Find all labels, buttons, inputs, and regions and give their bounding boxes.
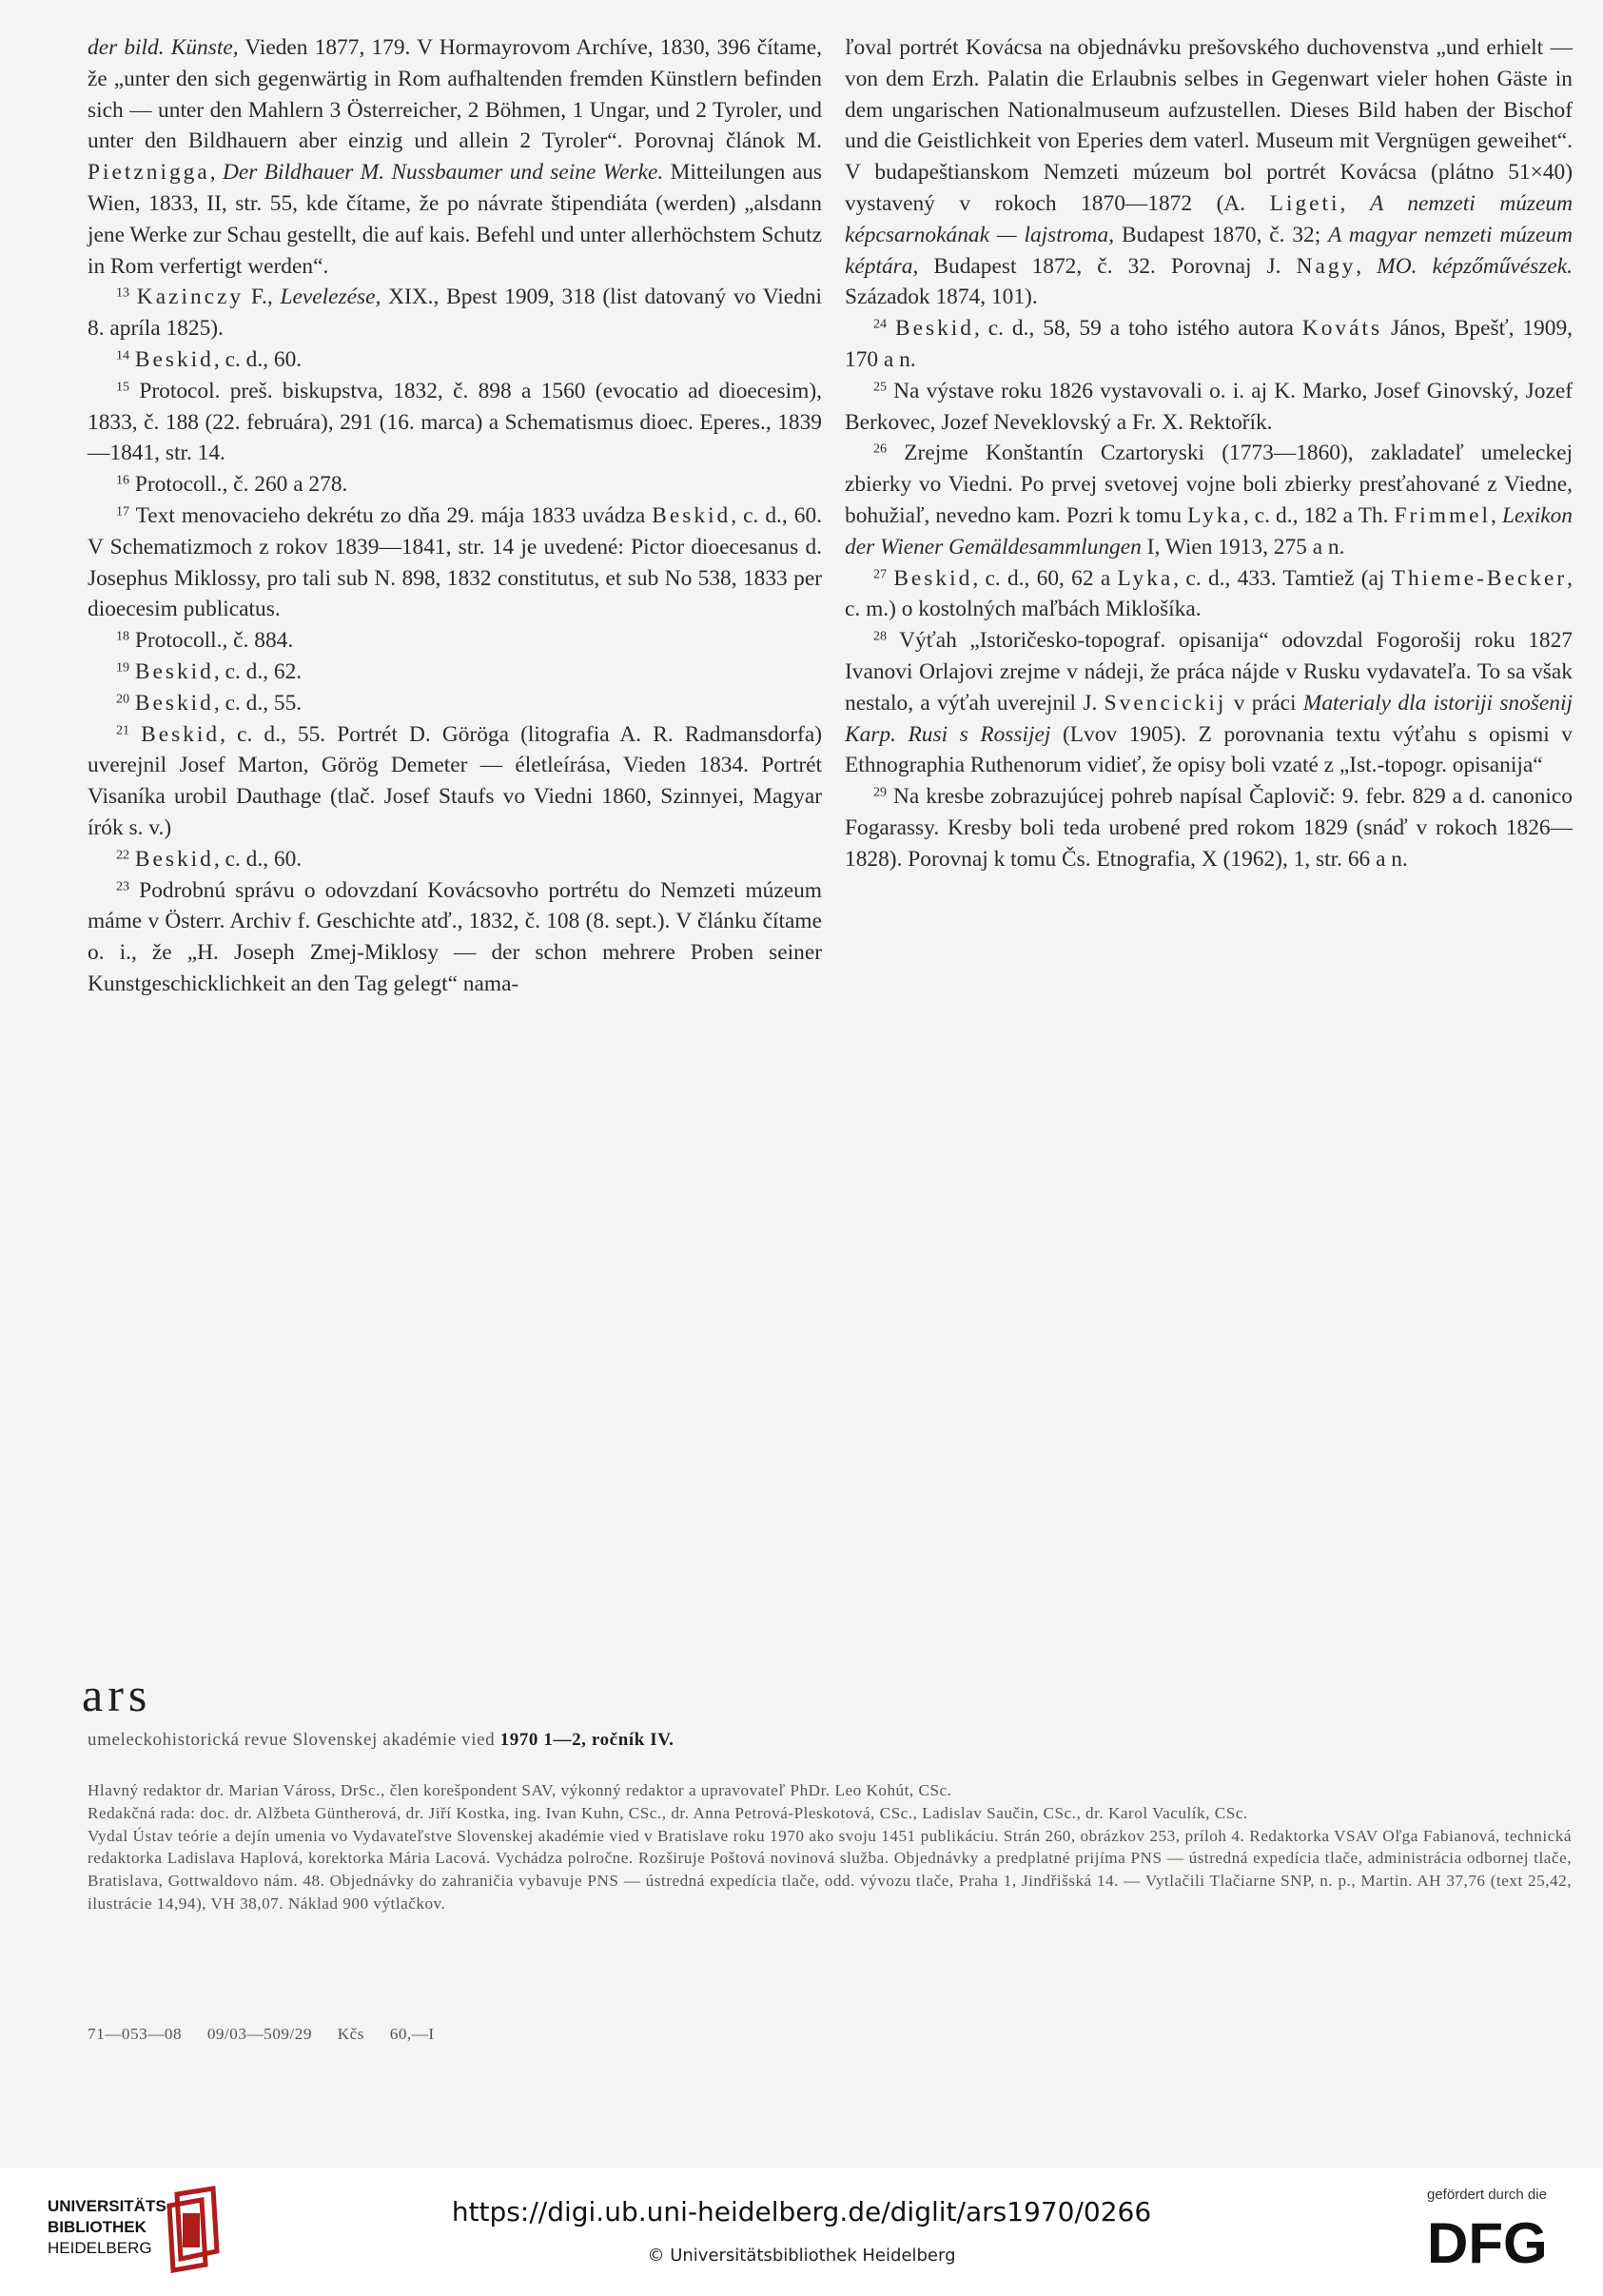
footnote: $^{24}$ Beskid, c. d., 58, 59 a toho istého autora Kováts János, Bpešť, 1909, 170 a n. — [845, 316, 1573, 372]
footnote: $^{15}$ Protocol. preš. biskupstva, 1832, č. 898 a 1560 (evocatio ad dioecesim), 1833, č. 188 (22. februára), 291 (16. marca) a Schematismus dioec. Eperes., 1839—1841, str. 14. — [88, 378, 822, 466]
footnote: $^{13}$ Kazinczy F., Levelezése, XIX., Bpest 1909, 318 (list datovaný vo Viedni 8. apríla 1825). — [88, 285, 822, 342]
footnote: $^{29}$ Na kresbe zobrazujúcej pohreb napísal Čaplovič: 9. febr. 829 a d. canonico Fogarassy. Kresby boli teda urobené pred rokom 1829 (snáď v rokoch 1826—1828). Porovnaj k tomu Čs. Etnografia, X (1962), 1, str. 66 a n. — [845, 784, 1573, 872]
funding-note: gefördert durch die — [1427, 2187, 1547, 2203]
footnote: $^{16}$ Protocoll., č. 260 a 278. — [116, 472, 348, 498]
permalink-url[interactable]: https://digi.ub.uni-heidelberg.de/diglit/ars1970/0266 — [451, 2196, 1152, 2227]
footnote: $^{14}$ Beskid, c. d., 60. — [116, 346, 303, 372]
journal-subtitle: umeleckohistorická revue Slovenskej akadémie vied 1970 1—2, ročník IV. — [88, 1730, 674, 1750]
right-text-column — [845, 32, 1573, 875]
footnote: $^{22}$ Beskid, c. d., 60. — [116, 846, 303, 872]
imprint-publisher: Vydal Ústav teórie a dejín umenia vo Vydavateľstve Slovenskej akadémie vied v Bratislave roku 1970 ako svoju 1451 publikáciu. Strán 260, obrázkov 253, príloh 4. Redaktorka VSAV Oľga Fabianová, technická redaktorka Ladislava Haplová, korektorka Mária Lacová. Vychádza polročne. Rozširuje Poštová novinová služba. Objednávky a predplatné prijíma PNS — ústredná expedícia tlače, administrácia odbornej tlače, Bratislava, Gottwaldovo nám. 48. Objednávky do zahraničia vybavuje PNS — ústredná expedícia tlače, odd. vývozu tlače, Praha 1, Jindřišská 14. — Vytlačili Tlačiarne SNP, n. p., Martin. AH 37,76 (text 25,42, ilustrácie 14,94), VH 38,07. Náklad 900 výtlačkov. — [88, 1826, 1572, 1913]
dfg-logo-text: DFG — [1427, 2213, 1548, 2270]
ub-heidelberg-logo-text[interactable]: UNIVERSITÄTS- BIBLIOTHEK HEIDELBERG — [48, 2197, 172, 2257]
footnote: $^{26}$ Zrejme Konštantín Czartoryski (1773—1860), zakladateľ umeleckej zbierky vo Viedni. Po prvej svetovej vojne boli zbierky presťahované z Viedne, bohužiaľ, nevedno kam. Pozri k tomu Lyka, c. d., 182 a Th. Frimmel, Lexikon der Wiener Gemäldesammlungen I, Wien 1913, 275 a n. — [845, 441, 1573, 559]
imprint-board: Redakčná rada: doc. dr. Alžbeta Güntherová, dr. Jiří Kostka, ing. Ivan Kuhn, CSc., dr. Anna Petrová-Pleskotová, CSc., Ladislav Saučin, CSc., dr. Karol Vaculík, CSc. — [88, 1803, 1248, 1822]
imprint — [88, 1779, 1572, 1915]
footnote: $^{25}$ Na výstave roku 1826 vystavovali o. i. aj K. Marko, Josef Ginovský, Jozef Berkovec, Jozef Neveklovský a Fr. X. Rektořík. — [845, 378, 1573, 435]
footnote: $^{18}$ Protocoll., č. 884. — [116, 628, 294, 654]
copyright-notice: © Universitätsbibliothek Heidelberg — [647, 2246, 956, 2266]
text-paragraph: der bild. Künste, Vieden 1877, 179. V Hormayrovom Archíve, 1830, 396 čítame, že „unter den sich gegenwärtig in Rom aufhaltenden fremden Künstlern befinden sich — unter den Mahlern 3 Österreicher, 2 Böhmen, 1 Ungar, und 2 Tyroler, und unter den Bildhauern aber einzig und allein 2 Tyroler“. Porovnaj článok M. Pietznigga, Der Bildhauer M. Nussbaumer und seine Werke. Mitteilungen aus Wien, 1833, II, str. 55, kde čítame, že po návrate štipendiáta (werden) „alsdann jene Werke zur Schau gestellt, die auf kais. Befehl und unter allerhöchstem Schutz in Rom verfertigt werden“. — [88, 35, 822, 279]
footnote: $^{17}$ Text menovacieho dekrétu zo dňa 29. mája 1833 uvádza Beskid, c. d., 60. V Schematizmoch z rokov 1839—1841, str. 14 je uvedené: Pictor dioecesanus d. Josephus Miklossy, pro tali sub N. 898, 1832 constitutus, et sub No 538, 1833 per dioecesim publicatus. — [88, 502, 822, 622]
footer-bar — [0, 2168, 1603, 2296]
left-text-column — [88, 32, 822, 1000]
text-paragraph: ľoval portrét Kovácsa na objednávku prešovského duchovenstva „und erhielt — von dem Erzh. Palatin die Erlaubnis selbes in Gegenwart vieler hohen Gäste in dem ungarischen Nationalmuseum aufzustellen. Dieses Bild haben der Bischof und die Geistlichkeit von Eperies dem vaterl. Museum mit Vergnügen geweihet“. V budapeštianskom Nemzeti múzeum bol portrét Kovácsa (plátno 51×40) vystavený v rokoch 1870—1872 (A. Ligeti, A nemzeti múzeum képcsarnokának — lajstroma, Budapest 1870, č. 32; A magyar nemzeti múzeum képtára, Budapest 1872, č. 32. Porovnaj J. Nagy, MO. képzőművészek. Századok 1874, 101). — [845, 35, 1573, 310]
footnote: $^{19}$ Beskid, c. d., 62. — [116, 658, 303, 684]
imprint-editors: Hlavný redaktor dr. Marian Váross, DrSc., člen korešpondent SAV, výkonný redaktor a upravovateľ PhDr. Leo Kohút, CSc. — [88, 1781, 952, 1799]
footnote: $^{23}$ Podrobnú správu o odovzdaní Kovácsovho portrétu do Nemzeti múzeum máme v Österr. Archiv f. Geschichte atď., 1832, č. 108 (8. sept.). V článku čítame o. i., že „H. Joseph Zmej-Miklosy — der schon mehrere Proben seiner Kunstgeschicklichkeit an den Tag gelegt“ nama- — [88, 877, 822, 996]
footnote: $^{20}$ Beskid, c. d., 55. — [116, 690, 303, 716]
publication-codes: 71—053—08 09/03—509/29 Kčs 60,—I — [88, 2025, 435, 2043]
journal-logo: ars — [82, 1668, 152, 1721]
dfg-logo[interactable] — [1427, 2213, 1579, 2270]
footnote: $^{28}$ Výťah „Istoričesko-topograf. opisanija“ odovzdal Fogorošij roku 1827 Ivanovi Orlajovi zrejme v nádeji, že práca nájde v Rusku vydavateľa. To sa však nestalo, a výťah uverejnil J. Svencickij v práci Materialy dla istoriji snošenij Karp. Rusi s Rossijej (Lvov 1905). Z porovnania textu výťahu s opismi v Ethnographia Ruthenorum vidieť, že opisy boli vzaté z „Ist.-topogr. opisanija“ — [845, 628, 1573, 778]
footnote: $^{27}$ Beskid, c. d., 60, 62 a Lyka, c. d., 433. Tamtiež (aj Thieme-Becker, c. m.) o kostolných maľbách Miklošíka. — [845, 565, 1573, 622]
footnote: $^{21}$ Beskid, c. d., 55. Portrét D. Göröga (litografia A. R. Radmansdorfa) uverejnil Josef Marton, Görög Demeter — életleírása, Vieden 1834. Portrét Visaníka urobil Dauthage (tlač. Josef Staufs vo Viedni 1860, Szinnyei, Magyar írók s. v.) — [88, 721, 822, 840]
